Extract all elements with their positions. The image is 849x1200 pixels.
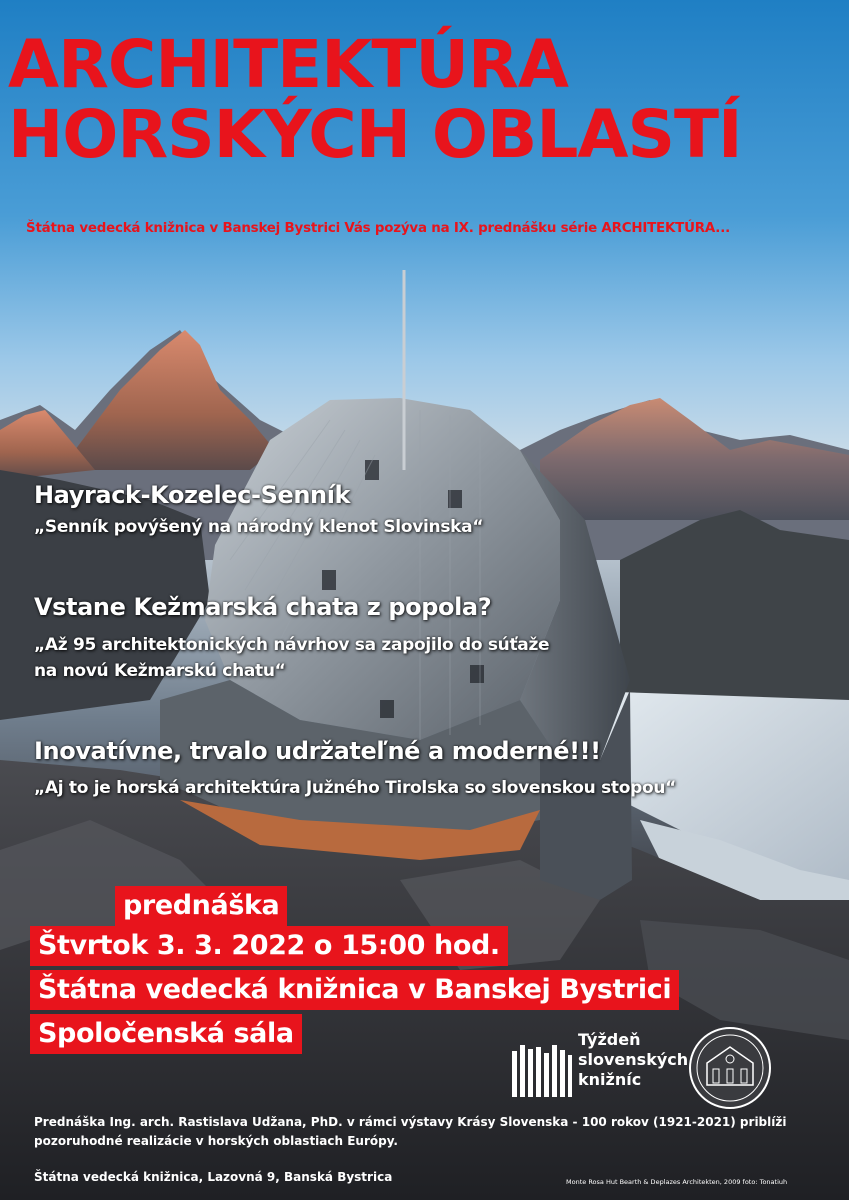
logo-line-1: Týždeň [578,1030,641,1049]
library-seal-icon [687,1025,773,1111]
topic-3-heading: Inovatívne, trvalo udržateľné a moderné!!! [34,737,601,765]
lecture-description [34,1113,834,1151]
topic-1-quote: „Senník povýšený na národný klenot Slovinska“ [34,517,484,537]
invitation-subtitle: Štátna vedecká knižnica v Banskej Bystrici Vás pozýva na IX. prednášku série ARCHITEKTÚRA... [26,221,730,236]
photo-credit: Monte Rosa Hut Bearth & Deplazes Architekten, 2009 foto: Tonatiuh [566,1178,788,1186]
event-datetime: Štvrtok 3. 3. 2022 o 15:00 hod. [30,926,508,966]
title-line-1: ARCHITEKTÚRA [8,26,568,103]
topic-1-heading: Hayrack-Kozelec-Senník [34,481,351,509]
event-venue: Štátna vedecká knižnica v Banskej Bystrici [30,970,679,1010]
logo-line-2: slovenských [578,1050,689,1069]
description-line-1: Prednáška Ing. arch. Rastislava Udžana, PhD. v rámci výstavy Krásy Slovenska - 100 rokov (1921-2021) priblíži [34,1115,787,1129]
poster-title [8,26,742,173]
library-week-logo [578,1030,688,1090]
logo-line-3: knižníc [578,1070,642,1089]
lecture-label: prednáška [115,886,287,926]
book-spines-icon [512,1045,572,1097]
library-address: Štátna vedecká knižnica, Lazovná 9, Banská Bystrica [34,1170,393,1184]
topic-3-quote: „Aj to je horská architektúra Južného Tirolska so slovenskou stopou“ [34,778,677,798]
event-room: Spoločenská sála [30,1014,302,1054]
topic-2-quote-line-1: „Až 95 architektonických návrhov sa zapojilo do súťaže [34,635,550,655]
description-line-2: pozoruhodné realizácie v horských oblastiach Európy. [34,1134,398,1148]
topic-2-quote-line-2: na novú Kežmarskú chatu“ [34,661,286,681]
topic-2-heading: Vstane Kežmarská chata z popola? [34,593,492,621]
title-line-2: HORSKÝCH OBLASTÍ [8,96,742,173]
